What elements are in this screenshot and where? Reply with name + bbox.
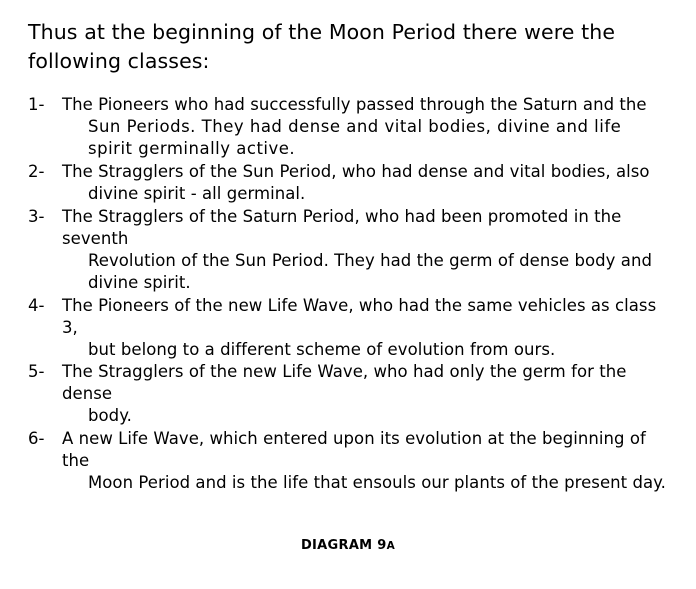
list-item-line: Sun Periods. They had dense and vital bodies, divine and life [88,117,622,137]
classes-list [28,94,672,494]
list-item-line: The Pioneers who had successfully passed through the Saturn and the [62,95,647,115]
intro-line-1: Thus at the beginning of the Moon Period there were the [28,20,616,44]
list-item-text [62,428,672,494]
list-item [28,428,672,494]
diagram-caption-main: DIAGRAM 9 [300,538,387,553]
list-item-line: The Pioneers of the new Life Wave, who had the same vehicles as class 3, [62,295,657,337]
intro-paragraph [28,18,672,76]
list-item-text [62,161,672,205]
diagram-caption [0,538,696,553]
list-item-line: spirit germinally active. [88,139,296,159]
list-item-line: but belong to a different scheme of evolution from ours. [88,339,556,359]
list-item-number: 4- [28,295,45,315]
list-item-text [62,94,672,160]
list-item [28,161,672,205]
intro-line-2: following classes: [28,49,210,74]
list-item [28,94,672,160]
list-item-line: divine spirit - all germinal. [88,183,306,203]
list-item-line: A new Life Wave, which entered upon its evolution at the beginning of the [62,429,646,471]
list-item-line: The Stragglers of the Saturn Period, who had been promoted in the seventh [62,206,622,248]
list-item-text [62,361,672,427]
list-item-line: body. [88,406,132,426]
list-item [28,295,672,361]
list-item-line: The Stragglers of the Sun Period, who had dense and vital bodies, also [62,162,650,182]
list-item-number: 1- [28,95,45,115]
list-item-text [62,295,672,361]
list-item-line: Moon Period and is the life that ensouls our plants of the present day. [88,473,666,493]
list-item-number: 2- [28,162,45,182]
list-item-number: 3- [28,206,45,226]
list-item-line: The Stragglers of the new Life Wave, who had only the germ for the dense [62,362,627,404]
list-item [28,361,672,427]
list-item-text [62,206,672,294]
list-item-number: 6- [28,429,45,449]
list-item-number: 5- [28,362,45,382]
list-item-line: Revolution of the Sun Period. They had the germ of dense body and [88,250,652,270]
list-item-line: divine spirit. [88,272,191,292]
list-item [28,206,672,294]
diagram-caption-suffix: A [386,540,396,552]
